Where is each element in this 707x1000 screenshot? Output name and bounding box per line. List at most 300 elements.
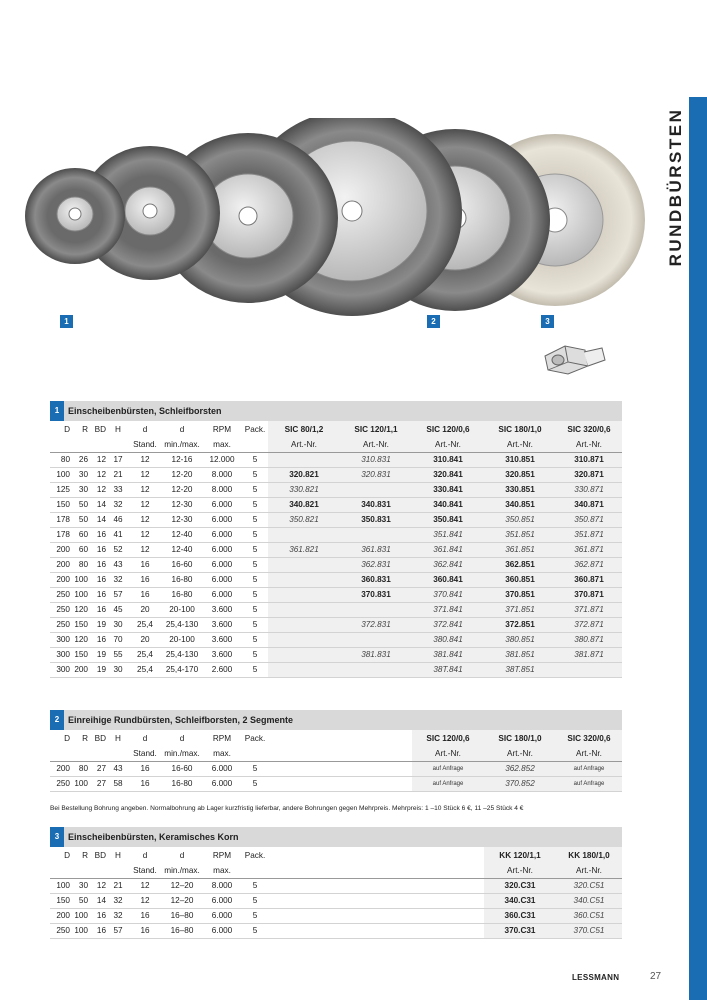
spec-cell: 5 — [242, 923, 268, 938]
order-note: Bei Bestellung Bohrung angeben. Normalbohrung ab Lager kurzfristig lieferbar, andere Bohrungen gegen Mehrpreis. Mehrpreis: 1 –10 Stück 6 €, 11 –25 Stück 4 € — [50, 805, 524, 812]
spec-cell: 16 — [90, 602, 108, 617]
spec-cell: 100 — [72, 776, 90, 791]
spec-cell: 6.000 — [202, 512, 242, 527]
article-number-cell: 38T.851 — [484, 662, 556, 677]
spec-cell: 30 — [108, 617, 128, 632]
spec-cell: 26 — [72, 452, 90, 467]
table-row — [50, 632, 622, 647]
article-number-cell — [268, 527, 340, 542]
spec-cell: 6.000 — [202, 497, 242, 512]
spec-cell: 5 — [242, 572, 268, 587]
article-number-cell — [340, 908, 412, 923]
column-subheader: max. — [202, 437, 242, 452]
column-subheader — [242, 437, 268, 452]
article-number-cell: 340.C31 — [484, 893, 556, 908]
article-number-cell — [268, 647, 340, 662]
table-header-row — [50, 847, 622, 863]
article-number-cell: 340.831 — [340, 497, 412, 512]
section-title: Einreihige Rundbürsten, Schleifborsten, 2 Segmente — [68, 715, 294, 725]
column-subheader: max. — [202, 863, 242, 878]
article-number-cell: 350.821 — [268, 512, 340, 527]
spec-cell: 100 — [72, 572, 90, 587]
product-header: SIC 120/0,6 — [412, 421, 484, 437]
table-subheader-row — [50, 746, 622, 761]
column-header: BD — [94, 733, 106, 743]
column-header: RPM — [212, 733, 232, 743]
spec-cell: 5 — [242, 647, 268, 662]
column-subheader: max. — [202, 746, 242, 761]
art-label: Art.-Nr. — [556, 437, 622, 452]
spec-cell: 6.000 — [202, 893, 242, 908]
article-number-cell — [340, 662, 412, 677]
spec-cell: 200 — [50, 761, 72, 776]
spec-cell: 16 — [128, 557, 162, 572]
article-number-cell: 381.851 — [484, 647, 556, 662]
column-subheader — [108, 746, 128, 761]
article-number-cell: 340.841 — [412, 497, 484, 512]
spec-cell: 120 — [72, 602, 90, 617]
spec-cell: 150 — [72, 647, 90, 662]
column-subheader — [90, 863, 108, 878]
article-number-cell: 310.841 — [412, 452, 484, 467]
spec-cell: 200 — [50, 542, 72, 557]
column-subheader: Stand. — [128, 746, 162, 761]
table-row — [50, 557, 622, 572]
article-number-cell: 330.821 — [268, 482, 340, 497]
article-number-cell: 330.871 — [556, 482, 622, 497]
article-number-cell: 371.841 — [412, 602, 484, 617]
art-label — [268, 863, 340, 878]
article-number-cell: 371.851 — [484, 602, 556, 617]
spec-cell: 16 — [128, 761, 162, 776]
table-row — [50, 452, 622, 467]
art-label — [412, 863, 484, 878]
article-number-cell: 361.831 — [340, 542, 412, 557]
article-number-cell: 340.871 — [556, 497, 622, 512]
column-header: d — [142, 850, 148, 860]
spec-cell: 8.000 — [202, 878, 242, 893]
art-label: Art.-Nr. — [340, 437, 412, 452]
column-header: d — [179, 850, 185, 860]
spec-cell: 16 — [128, 776, 162, 791]
spec-cell: 5 — [242, 542, 268, 557]
art-label: Art.-Nr. — [484, 437, 556, 452]
spec-cell: 70 — [108, 632, 128, 647]
spec-cell: 3.600 — [202, 632, 242, 647]
page-number: 27 — [650, 971, 662, 982]
spec-cell: 57 — [108, 587, 128, 602]
spec-cell: 12 — [128, 527, 162, 542]
product-header — [268, 730, 340, 746]
spec-cell: 60 — [72, 542, 90, 557]
spec-cell: 20-100 — [162, 602, 202, 617]
spec-cell: 52 — [108, 542, 128, 557]
article-number-cell: 370.852 — [484, 776, 556, 791]
article-number-cell: 350.831 — [340, 512, 412, 527]
article-number-cell: 350.851 — [484, 512, 556, 527]
column-header: R — [82, 733, 88, 743]
art-label — [268, 746, 340, 761]
spec-cell: 30 — [72, 878, 90, 893]
section-header: 2 Einreihige Rundbürsten, Schleifborsten, 2 Segmente — [50, 710, 622, 730]
column-subheader — [50, 863, 72, 878]
article-number-cell: 360.C31 — [484, 908, 556, 923]
article-number-cell: 361.821 — [268, 542, 340, 557]
column-subheader — [90, 746, 108, 761]
spec-cell: 6.000 — [202, 776, 242, 791]
table-row — [50, 482, 622, 497]
table-row — [50, 647, 622, 662]
brand-logo: LESSMANN — [572, 973, 620, 982]
spec-cell: 100 — [72, 908, 90, 923]
column-subheader — [72, 863, 90, 878]
spec-cell: 100 — [72, 923, 90, 938]
spec-cell: 50 — [72, 512, 90, 527]
article-number-cell — [340, 602, 412, 617]
column-header: Pack. — [244, 733, 266, 743]
article-number-cell: auf Anfrage — [556, 761, 622, 776]
spec-cell: 16 — [90, 557, 108, 572]
spec-cell: 16-80 — [162, 587, 202, 602]
spec-cell: 150 — [50, 893, 72, 908]
column-subheader — [90, 437, 108, 452]
spec-cell: 12 — [128, 467, 162, 482]
spec-cell: 12 — [90, 878, 108, 893]
article-number-cell: 340.821 — [268, 497, 340, 512]
article-number-cell: 360.871 — [556, 572, 622, 587]
article-number-cell: 310.831 — [340, 452, 412, 467]
product-header — [412, 847, 484, 863]
article-number-cell: 340.C51 — [556, 893, 622, 908]
article-number-cell: 381.841 — [412, 647, 484, 662]
article-number-cell — [340, 776, 412, 791]
spec-cell: 16 — [90, 542, 108, 557]
spec-cell: 12-40 — [162, 527, 202, 542]
product-table-1 — [50, 421, 622, 678]
spec-cell: 5 — [242, 662, 268, 677]
column-subheader — [72, 437, 90, 452]
column-subheader — [50, 437, 72, 452]
spec-cell: 2.600 — [202, 662, 242, 677]
spec-cell: 25,4-130 — [162, 617, 202, 632]
column-header: d — [179, 424, 185, 434]
column-header: d — [179, 733, 185, 743]
spec-cell: 16 — [128, 572, 162, 587]
brush-1 — [25, 168, 125, 264]
article-number-cell: auf Anfrage — [556, 776, 622, 791]
spec-cell: 178 — [50, 527, 72, 542]
spec-cell: 5 — [242, 878, 268, 893]
spec-cell: 19 — [90, 647, 108, 662]
table-row — [50, 587, 622, 602]
article-number-cell: 360.831 — [340, 572, 412, 587]
table-row — [50, 662, 622, 677]
article-number-cell — [268, 617, 340, 632]
spec-cell: 5 — [242, 776, 268, 791]
spec-cell: 20 — [128, 602, 162, 617]
section-1 — [50, 401, 622, 678]
article-number-cell — [340, 878, 412, 893]
article-number-cell: 310.871 — [556, 452, 622, 467]
section-2 — [50, 710, 622, 792]
spec-cell: 30 — [72, 467, 90, 482]
product-header: KK 180/1,0 — [556, 847, 622, 863]
column-subheader — [50, 746, 72, 761]
article-number-cell: 38T.841 — [412, 662, 484, 677]
article-number-cell: 361.871 — [556, 542, 622, 557]
article-number-cell — [340, 893, 412, 908]
article-number-cell — [412, 908, 484, 923]
article-number-cell — [268, 572, 340, 587]
article-number-cell — [268, 761, 340, 776]
column-header: BD — [94, 850, 106, 860]
column-subheader: Stand. — [128, 863, 162, 878]
spec-cell: 16 — [90, 632, 108, 647]
article-number-cell — [340, 632, 412, 647]
product-header — [268, 847, 340, 863]
spec-cell: 32 — [108, 497, 128, 512]
spec-cell: 12.000 — [202, 452, 242, 467]
column-header: H — [115, 733, 121, 743]
article-number-cell: 320.841 — [412, 467, 484, 482]
spec-cell: 12 — [128, 512, 162, 527]
column-subheader — [108, 437, 128, 452]
article-number-cell: 330.841 — [412, 482, 484, 497]
spec-cell: 8.000 — [202, 467, 242, 482]
column-subheader: min./max. — [162, 746, 202, 761]
art-label: Art.-Nr. — [412, 746, 484, 761]
side-color-bar — [689, 97, 707, 1000]
article-number-cell — [412, 878, 484, 893]
table-subheader-row — [50, 863, 622, 878]
spec-cell: 16–80 — [162, 908, 202, 923]
column-header: H — [115, 424, 121, 434]
product-table-2 — [50, 730, 622, 792]
article-number-cell: 340.851 — [484, 497, 556, 512]
section-title: Einscheibenbürsten, Keramisches Korn — [68, 832, 239, 842]
spec-cell: 5 — [242, 617, 268, 632]
spec-cell: 3.600 — [202, 602, 242, 617]
spec-cell: 16 — [90, 908, 108, 923]
article-number-cell: 372.871 — [556, 617, 622, 632]
article-number-cell — [268, 587, 340, 602]
spec-cell: 12-30 — [162, 497, 202, 512]
spec-cell: 12–20 — [162, 893, 202, 908]
article-number-cell: 330.851 — [484, 482, 556, 497]
spec-cell: 57 — [108, 923, 128, 938]
spec-cell: 100 — [50, 878, 72, 893]
article-number-cell: 320.851 — [484, 467, 556, 482]
column-subheader: Stand. — [128, 437, 162, 452]
table-row — [50, 527, 622, 542]
spec-cell: 43 — [108, 761, 128, 776]
section-header: 3 Einscheibenbürsten, Keramisches Korn — [50, 827, 622, 847]
spec-cell: 125 — [50, 482, 72, 497]
art-label — [340, 863, 412, 878]
spec-cell: 16–80 — [162, 923, 202, 938]
table-row — [50, 776, 622, 791]
article-number-cell: 351.841 — [412, 527, 484, 542]
spec-cell: 12 — [128, 482, 162, 497]
article-number-cell: 380.871 — [556, 632, 622, 647]
column-header: R — [82, 850, 88, 860]
spec-cell: 16 — [90, 587, 108, 602]
column-header: R — [82, 424, 88, 434]
article-number-cell: 370.871 — [556, 587, 622, 602]
spec-cell: 5 — [242, 452, 268, 467]
table-row — [50, 617, 622, 632]
article-number-cell: 351.871 — [556, 527, 622, 542]
spec-cell: 12-16 — [162, 452, 202, 467]
article-number-cell: 320.C31 — [484, 878, 556, 893]
table-row — [50, 467, 622, 482]
spec-cell: 21 — [108, 467, 128, 482]
spec-cell: 6.000 — [202, 923, 242, 938]
spec-cell: 60 — [72, 527, 90, 542]
spec-cell: 27 — [90, 761, 108, 776]
spec-cell: 12 — [128, 542, 162, 557]
spec-cell: 100 — [50, 467, 72, 482]
spec-cell: 27 — [90, 776, 108, 791]
column-subheader — [242, 746, 268, 761]
article-number-cell: 362.852 — [484, 761, 556, 776]
spec-cell: 12-30 — [162, 512, 202, 527]
spec-cell: 6.000 — [202, 542, 242, 557]
spec-cell: 25,4 — [128, 617, 162, 632]
spec-cell: 200 — [50, 908, 72, 923]
spec-cell: 25,4 — [128, 662, 162, 677]
table-row — [50, 572, 622, 587]
article-number-cell: 370.C51 — [556, 923, 622, 938]
spec-cell: 45 — [108, 602, 128, 617]
product-header — [340, 847, 412, 863]
article-number-cell: 380.851 — [484, 632, 556, 647]
article-number-cell — [412, 893, 484, 908]
art-label: Art.-Nr. — [484, 746, 556, 761]
product-header — [340, 730, 412, 746]
spec-cell: 80 — [50, 452, 72, 467]
spec-cell: 3.600 — [202, 647, 242, 662]
spec-cell: 12 — [90, 467, 108, 482]
spec-cell: 5 — [242, 557, 268, 572]
art-label: Art.-Nr. — [556, 863, 622, 878]
spec-cell: 25,4-130 — [162, 647, 202, 662]
product-header: SIC 320/0,6 — [556, 730, 622, 746]
spec-cell: 5 — [242, 632, 268, 647]
spec-cell: 19 — [90, 617, 108, 632]
segment-brush-icon — [540, 338, 610, 378]
column-header: Pack. — [244, 850, 266, 860]
spec-cell: 5 — [242, 467, 268, 482]
article-number-cell — [268, 662, 340, 677]
spec-cell: 16-60 — [162, 761, 202, 776]
spec-cell: 32 — [108, 908, 128, 923]
spec-cell: 6.000 — [202, 557, 242, 572]
spec-cell: 20-100 — [162, 632, 202, 647]
article-number-cell: 320.871 — [556, 467, 622, 482]
article-number-cell — [268, 632, 340, 647]
spec-cell: 6.000 — [202, 572, 242, 587]
spec-cell: 6.000 — [202, 587, 242, 602]
column-subheader: min./max. — [162, 437, 202, 452]
column-header: RPM — [212, 850, 232, 860]
table-row — [50, 512, 622, 527]
spec-cell: 12–20 — [162, 878, 202, 893]
table-header-row — [50, 730, 622, 746]
spec-cell: 41 — [108, 527, 128, 542]
spec-cell: 17 — [108, 452, 128, 467]
table-row — [50, 761, 622, 776]
spec-cell: 50 — [72, 497, 90, 512]
spec-cell: 300 — [50, 632, 72, 647]
spec-cell: 32 — [108, 893, 128, 908]
column-header: H — [115, 850, 121, 860]
spec-cell: 80 — [72, 557, 90, 572]
article-number-cell: 372.841 — [412, 617, 484, 632]
spec-cell: 21 — [108, 878, 128, 893]
article-number-cell — [268, 452, 340, 467]
spec-cell: 5 — [242, 908, 268, 923]
article-number-cell — [268, 923, 340, 938]
spec-cell: 250 — [50, 602, 72, 617]
column-header: RPM — [212, 424, 232, 434]
section-3 — [50, 827, 622, 939]
spec-cell: 5 — [242, 512, 268, 527]
column-subheader — [108, 863, 128, 878]
spec-cell: 12 — [128, 893, 162, 908]
spec-cell: 8.000 — [202, 482, 242, 497]
art-label: Art.-Nr. — [268, 437, 340, 452]
spec-cell: 150 — [50, 497, 72, 512]
spec-cell: 32 — [108, 572, 128, 587]
spec-cell: 200 — [50, 557, 72, 572]
spec-cell: 6.000 — [202, 908, 242, 923]
column-header: D — [64, 424, 70, 434]
article-number-cell: 370.851 — [484, 587, 556, 602]
product-header: SIC 180/1,0 — [484, 730, 556, 746]
article-number-cell: 381.871 — [556, 647, 622, 662]
spec-cell: 14 — [90, 893, 108, 908]
article-number-cell: 360.C51 — [556, 908, 622, 923]
article-number-cell — [268, 776, 340, 791]
article-number-cell: 371.871 — [556, 602, 622, 617]
spec-cell: 30 — [108, 662, 128, 677]
article-number-cell — [268, 893, 340, 908]
spec-cell: 12 — [128, 497, 162, 512]
article-number-cell: 362.851 — [484, 557, 556, 572]
article-number-cell: 362.841 — [412, 557, 484, 572]
table-header-row — [50, 421, 622, 437]
product-header: SIC 180/1,0 — [484, 421, 556, 437]
spec-cell: 16-80 — [162, 776, 202, 791]
product-table-3 — [50, 847, 622, 939]
spec-cell: 25,4 — [128, 647, 162, 662]
spec-cell: 12 — [90, 452, 108, 467]
spec-cell: 14 — [90, 497, 108, 512]
spec-cell: 300 — [50, 647, 72, 662]
column-subheader — [242, 863, 268, 878]
spec-cell: 250 — [50, 617, 72, 632]
spec-cell: 55 — [108, 647, 128, 662]
spec-cell: 16 — [90, 923, 108, 938]
column-subheader — [72, 746, 90, 761]
article-number-cell: 370.841 — [412, 587, 484, 602]
article-number-cell: 361.841 — [412, 542, 484, 557]
spec-cell: 16 — [128, 587, 162, 602]
article-number-cell: 360.851 — [484, 572, 556, 587]
spec-cell: 12 — [128, 878, 162, 893]
spec-cell: 30 — [72, 482, 90, 497]
